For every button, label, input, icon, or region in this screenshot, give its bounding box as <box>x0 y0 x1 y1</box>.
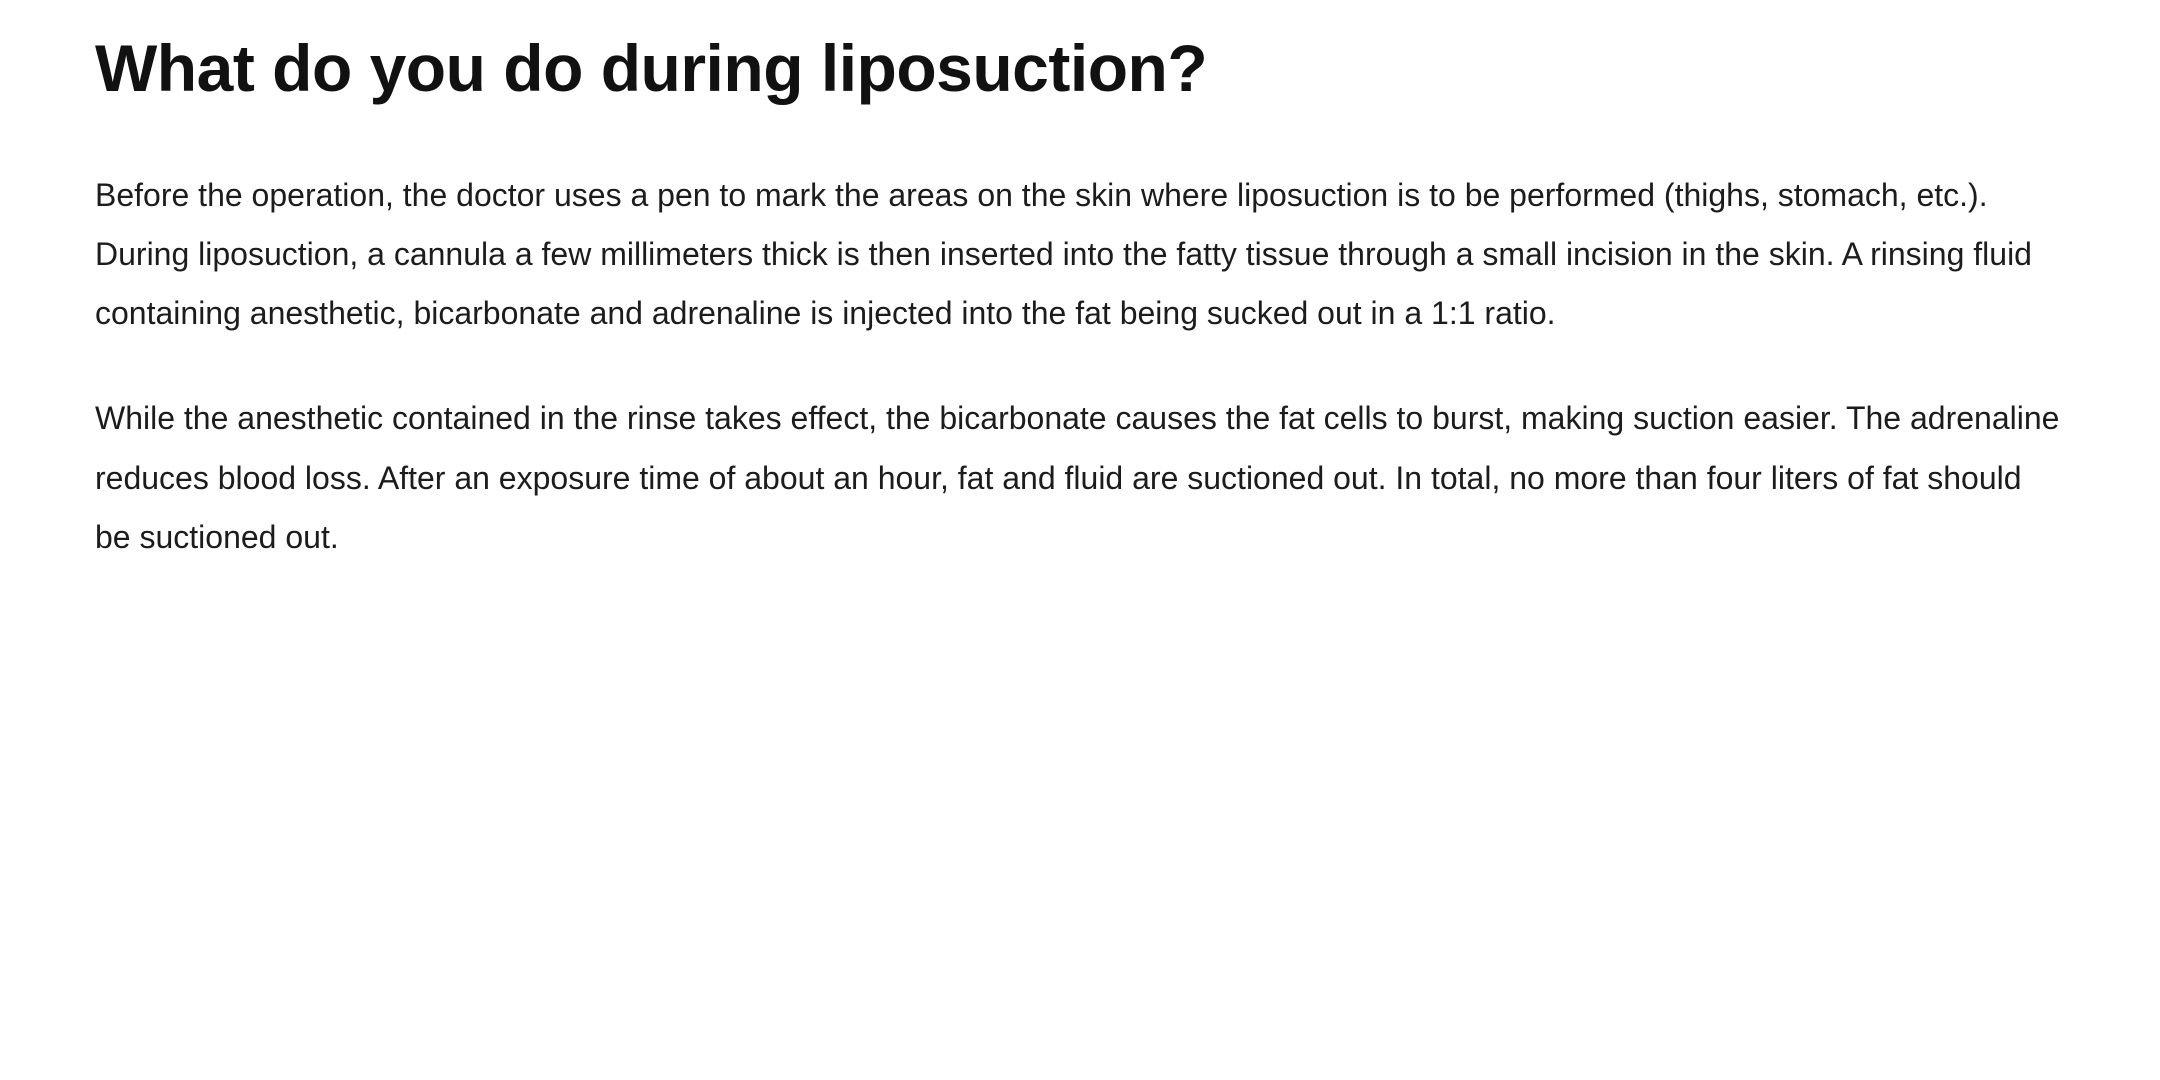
article-paragraph: While the anesthetic contained in the rinse takes effect, the bicarbonate causes the fat cells to burst, making suction easier. The adrenaline reduces blood loss. After an exposure time of about an hour, fat and fluid are suctioned out. In total, no more than four liters of fat should be suctioned out. <box>95 400 2060 555</box>
article-paragraph: Before the operation, the doctor uses a pen to mark the areas on the skin where liposuction is to be performed (thighs, stomach, etc.). During liposuction, a cannula a few millimeters thick is then inserted into the fatty tissue through a small incision in the skin. A rinsing fluid containing anesthetic, bicarbonate and adrenaline is injected into the fat being sucked out in a 1:1 ratio. <box>95 176 2032 332</box>
page-title: What do you do during liposuction? <box>95 31 1208 105</box>
